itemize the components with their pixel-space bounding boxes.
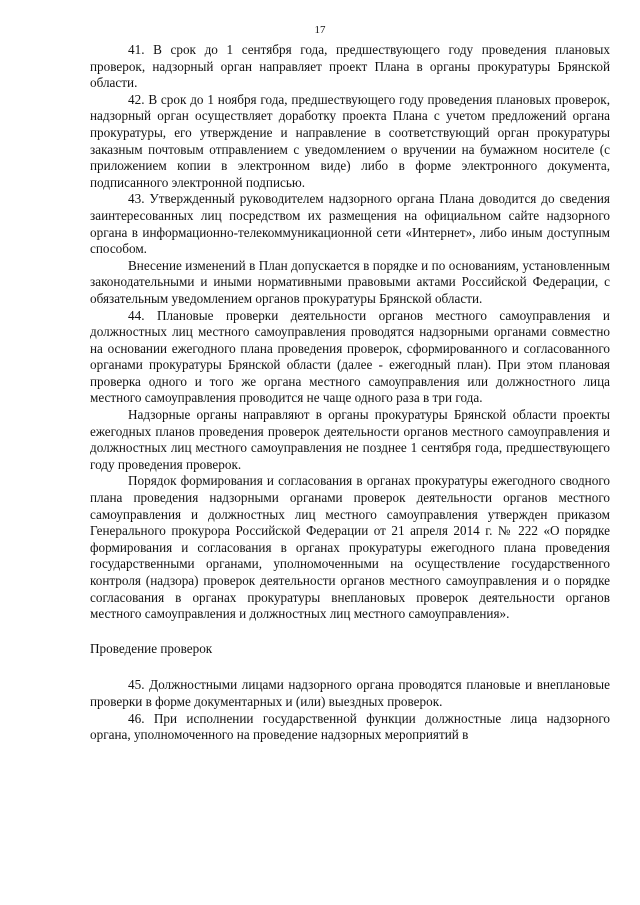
paragraph-44: 44. Плановые проверки деятельности органов местного самоуправления и должностных лиц местного самоуправления проводятся надзорными органами совместно на основании ежегодного плана проведения проверок, сформированного и согласованного органами прокуратуры Брянской области (далее - ежегодный план). При этом плановая проверка одного и того же органа местного самоуправления или должностного лица местного самоуправления проводится не чаще одного раза в три года. bbox=[90, 307, 610, 406]
paragraph-42: 42. В срок до 1 ноября года, предшествующего году проведения плановых проверок, надзорный орган осуществляет доработку проекта Плана с учетом предложений органа прокуратуры, его утверждение и направление в соответствующий орган прокуратуры заказным почтовым отправлением с уведомлением о вручении на бумажном носителе (с приложением копии в электронном виде) либо в форме электронного документа, подписанного электронной подписью. bbox=[90, 91, 610, 190]
paragraph-43: 43. Утвержденный руководителем надзорного органа Плана доводится до сведения заинтересованных лиц посредством их размещения на официальном сайте надзорного органа в информационно-телекоммуникационной сети «Интернет», либо иным доступным способом. bbox=[90, 191, 610, 257]
paragraph-46: 46. При исполнении государственной функции должностные лица надзорного органа, уполномоченного на проведение надзорных мероприятий в bbox=[90, 710, 610, 743]
section-heading: Проведение проверок bbox=[90, 640, 213, 656]
paragraph-plan-changes: Внесение изменений в План допускается в порядке и по основаниям, установленным законодательными и иными нормативными правовыми актами Российской Федерации, с обязательным уведомлением органов прокуратуры Брянской области. bbox=[90, 257, 610, 306]
paragraph-45: 45. Должностными лицами надзорного органа проводятся плановые и внеплановые проверки в форме документарных и (или) выездных проверок. bbox=[90, 677, 610, 709]
paragraph-41: 41. В срок до 1 сентября года, предшествующего году проведения плановых проверок, надзорный орган направляет проект Плана в органы прокуратуры Брянской области. bbox=[90, 42, 610, 91]
paragraph-procedure-order: Порядок формирования и согласования в органах прокуратуры ежегодного сводного плана проведения надзорными органами проверок деятельности органов местного самоуправления и должностных лиц местного самоуправления утвержден приказом Генерального прокурора Российской Федерации от 21 апреля 2014 г. № 222 «О порядке формирования и согласования в органах прокуратуры ежегодного плана проведения государственными органами, уполномоченными на осуществление государственного контроля (надзора) проверок деятельности органов местного самоуправления и о порядке согласования в органах прокуратуры внеплановых проверок деятельности органов местного самоуправления и должностных лиц местного самоуправления». bbox=[90, 473, 610, 622]
page-number: 17 bbox=[314, 24, 326, 36]
paragraph-supervisory-submission: Надзорные органы направляют в органы прокуратуры Брянской области проекты ежегодных планов проведения проверок деятельности органов местного самоуправления и должностных лиц местного самоуправления не позднее 1 сентября года, предшествующего году проведения проверок. bbox=[90, 407, 610, 472]
document-body bbox=[90, 42, 610, 744]
